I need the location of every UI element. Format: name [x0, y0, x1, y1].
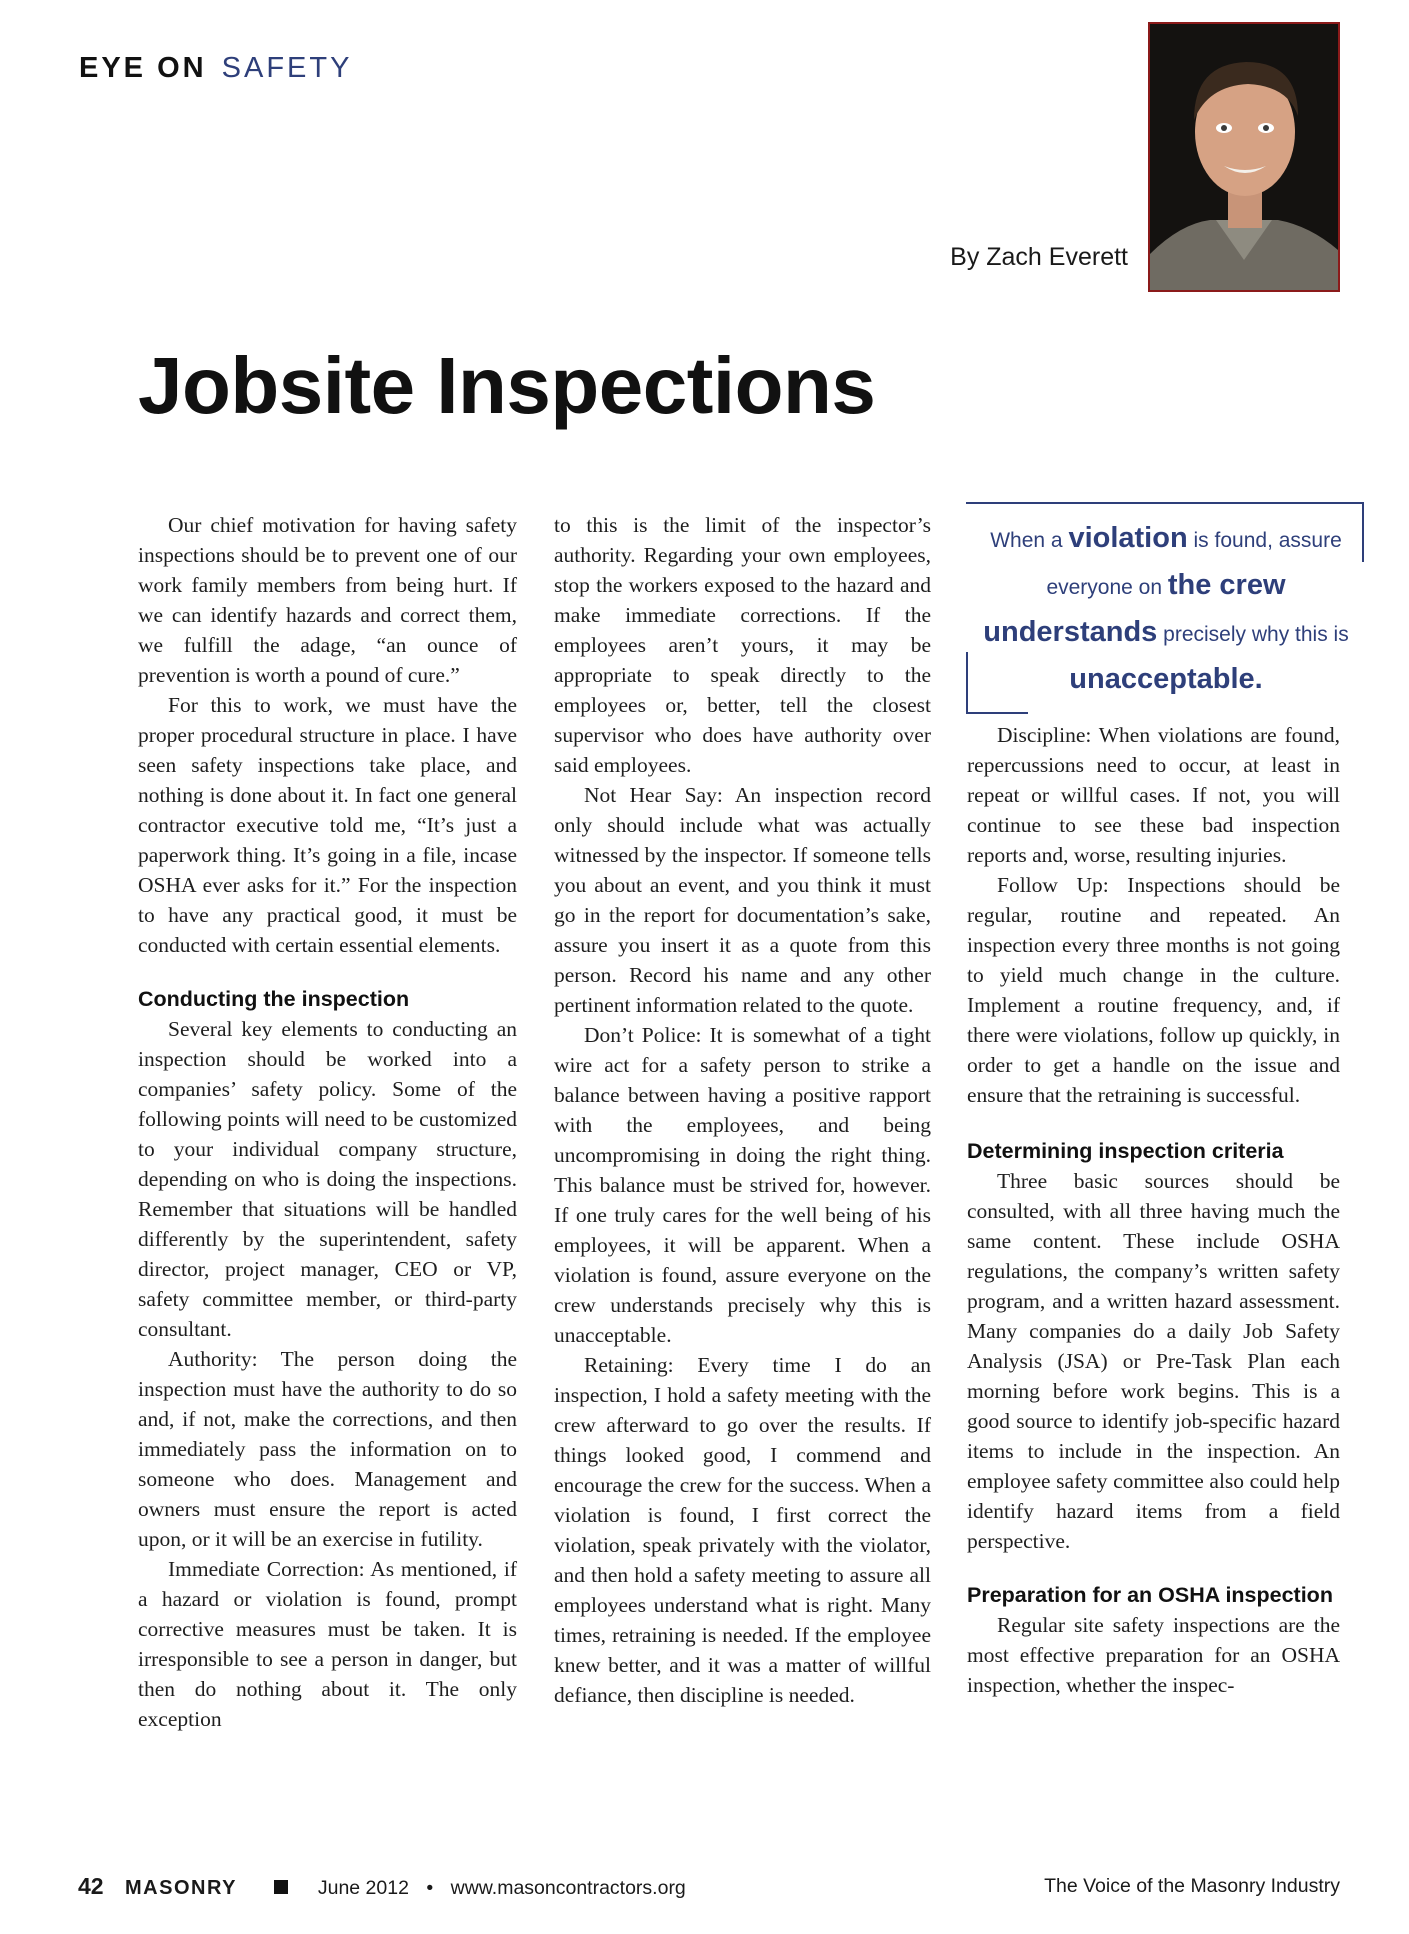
- paragraph: Several key elements to conducting an inspection should be worked into a companies’ safety policy. Some of the following points will need to be customized to your individual company structure, depending on who is doing the inspections. Remember that situations will be handled differently by the superintendent, safety director, project manager, CEO or VP, safety committee member, or third-party consultant.: [138, 1017, 517, 1341]
- square-bullet-icon: [274, 1880, 288, 1894]
- pull-quote-emphasis: unacceptable.: [1069, 663, 1263, 695]
- article-column-1: [138, 510, 517, 1734]
- section-heading: Preparation for an OSHA inspection: [967, 1583, 1333, 1607]
- section-heading: Determining inspection criteria: [967, 1139, 1284, 1163]
- website-link[interactable]: www.masoncontractors.org: [450, 1877, 686, 1899]
- section-heading: Conducting the inspection: [138, 987, 410, 1011]
- issue-date: June 2012: [317, 1877, 409, 1899]
- kicker-bold: EYE ON: [79, 52, 207, 84]
- pull-quote-border-right: [1362, 502, 1364, 562]
- page-footer: [78, 1873, 1340, 1903]
- pull-quote-part: precisely why this is: [1163, 623, 1349, 646]
- pull-quote-text: [978, 516, 1354, 704]
- paragraph: Follow Up: Inspections should be regular, routine and repeated. An inspection every three months is not going to yield much change in the culture. Implement a routine frequency, and, if there were violations, follow up quickly, in order to get a handle on the issue and ensure that the retraining is successful.: [967, 873, 1340, 1107]
- paragraph: Retaining: Every time I do an inspection, I hold a safety meeting with the crew afterward to go over the results. If things looked good, I commend and encourage the crew for the success. When a violation is found, I first correct the violation, speak privately with the violator, and then hold a safety meeting to assure all employees understand what is right. Many times, retraining is needed. If the employee knew better, and it was a matter of willful defiance, then discipline is needed.: [554, 1353, 931, 1707]
- pull-quote-border-left: [966, 652, 968, 712]
- pull-quote: [966, 502, 1364, 714]
- author-photo: [1148, 22, 1340, 292]
- paragraph: Discipline: When violations are found, repercussions need to occur, at least in repeat or willful cases. If not, you will continue to see these bad inspection reports and, worse, resulting injuries.: [967, 723, 1340, 867]
- magazine-name: MASONRY: [125, 1877, 237, 1899]
- article-column-2: [554, 510, 931, 1710]
- page-title: Jobsite Inspections: [138, 341, 876, 430]
- paragraph: Authority: The person doing the inspection must have the authority to do so and, if not, make the corrections, and then immediately pass the information on to someone who does. Management and owners must ensure the report is acted upon, or it will be an exercise in futility.: [138, 1347, 517, 1551]
- page-number: 42: [78, 1873, 104, 1899]
- author-portrait-image: [1150, 24, 1338, 290]
- pull-quote-emphasis: the crew understands: [983, 569, 1286, 648]
- byline: By Zach Everett: [950, 243, 1128, 271]
- paragraph: Immediate Correction: As mentioned, if a hazard or violation is found, prompt corrective measures must be taken. It is irresponsible to see a person in danger, but then do nothing about it. The only exception: [138, 1557, 517, 1731]
- pull-quote-border-bottom: [966, 712, 1028, 714]
- pull-quote-border-top: [966, 502, 1363, 504]
- article-column-3: [967, 720, 1340, 1700]
- kicker-light: SAFETY: [221, 52, 353, 84]
- pull-quote-emphasis: violation: [1068, 522, 1188, 554]
- bullet-separator: •: [426, 1877, 434, 1899]
- footer-tagline: The Voice of the Masonry Industry: [1044, 1875, 1340, 1897]
- pull-quote-part: When a: [990, 529, 1063, 552]
- paragraph: Regular site safety inspections are the most effective preparation for an OSHA inspection, whether the inspec-: [967, 1613, 1340, 1697]
- pull-quote-part: is found, assure everyone on: [1046, 529, 1342, 599]
- paragraph: Not Hear Say: An inspection record only should include what was actually witnessed by the inspector. If someone tells you about an event, and you think it must go in the report for documentation’s sake, assure you insert it as a quote from this person. Record his name and any other pertinent information related to the quote.: [554, 783, 931, 1017]
- section-kicker: [79, 52, 352, 85]
- paragraph: For this to work, we must have the proper procedural structure in place. I have seen safety inspections take place, and nothing is done about it. In fact one general contractor executive told me, “It’s just a paperwork thing. It’s going in a file, incase OSHA ever asks for it.” For the inspection to have any practical good, it must be conducted with certain essential elements.: [138, 693, 517, 957]
- paragraph: Three basic sources should be consulted, with all three having much the same content. These include OSHA regulations, the company’s written safety program, and a written hazard assessment. Many companies do a daily Job Safety Analysis (JSA) or Pre-Task Plan each morning before work begins. This is a good source to identify job-specific hazard items to include in the inspection. An employee safety committee also could help identify hazard items from a field perspective.: [967, 1169, 1340, 1553]
- paragraph: Our chief motivation for having safety inspections should be to prevent one of our work family members from being hurt. If we can identify hazards and correct them, we fulfill the adage, “an ounce of prevention is worth a pound of cure.”: [138, 513, 517, 687]
- paragraph: to this is the limit of the inspector’s authority. Regarding your own employees, stop the workers exposed to the hazard and make immediate corrections. If the employees aren’t yours, it may be appropriate to speak directly to the employees or, better, tell the closest supervisor who does have authority over said employees.: [554, 513, 931, 777]
- paragraph: Don’t Police: It is somewhat of a tight wire act for a safety person to strike a balance between having a positive rapport with the employees, and being uncompromising in doing the right thing. This balance must be strived for, however. If one truly cares for the well being of his employees, it will be apparent. When a violation is found, assure everyone on the crew understands precisely why this is unacceptable.: [554, 1023, 931, 1347]
